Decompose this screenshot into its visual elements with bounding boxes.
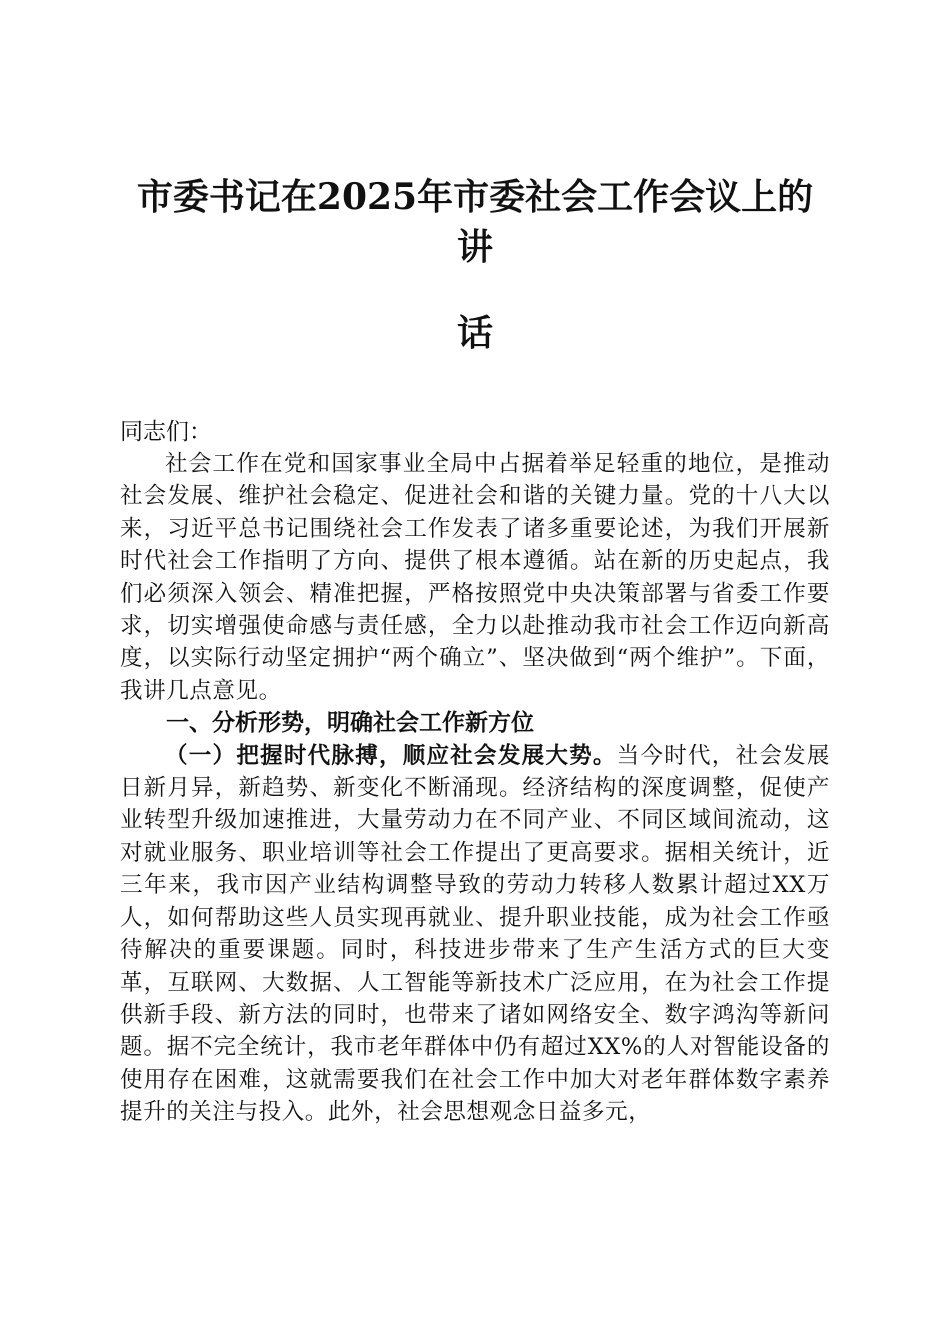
intro-paragraph: 社会工作在党和国家事业全局中占据着举足轻重的地位，是推动社会发展、维护社会稳定、促进社会和谐的关键力量。党的十八大以来，习近平总书记围绕社会工作发表了诸多重要论述，为我们开展新时代社会工作指明了方向、提供了根本遵循。站在新的历史起点，我们必须深入领会、精准把握，严格按照党中央决策部署与省委工作要求，切实增强使命感与责任感，全力以赴推动我市社会工作迈向新高度，以实际行动坚定拥护“两个确立”、坚决做到“两个维护”。下面，我讲几点意见。 [120,451,830,704]
subsection-paragraph-1 [120,740,830,1129]
title-line-2: 话 [456,312,493,354]
title-line-1: 市委书记在2025年市委社会工作会议上的讲 [136,176,814,268]
document-page [120,160,830,1129]
subsection-body: 当今时代，社会发展日新月异，新趋势、新变化不断涌现。经济结构的深度调整，促使产业转型升级加速推进，大量劳动力在不同产业、不同区域间流动，这对就业服务、职业培训等社会工作提出了更高要求。据相关统计，近三年来，我市因产业结构调整导致的劳动力转移人数累计超过XX万人，如何帮助这些人员实现再就业、提升职业技能，成为社会工作亟待解决的重要课题。同时，科技进步带来了生产生活方式的巨大变革，互联网、大数据、人工智能等新技术广泛应用，在为社会工作提供新手段、新方法的同时，也带来了诸如网络安全、数字鸿沟等新问题。据不完全统计，我市老年群体中仍有超过XX%的人对智能设备的使用存在困难，这就需要我们在社会工作中加大对老年群体数字素养提升的关注与投入。此外，社会思想观念日益多元， [120,742,830,1126]
subsection-lead: （一）把握时代脉搏，顺应社会发展大势。 [165,742,617,769]
section-heading-1: 一、分析形势，明确社会工作新方位 [166,709,534,737]
salutation: 同志们： [120,419,212,445]
document-title [120,160,830,358]
